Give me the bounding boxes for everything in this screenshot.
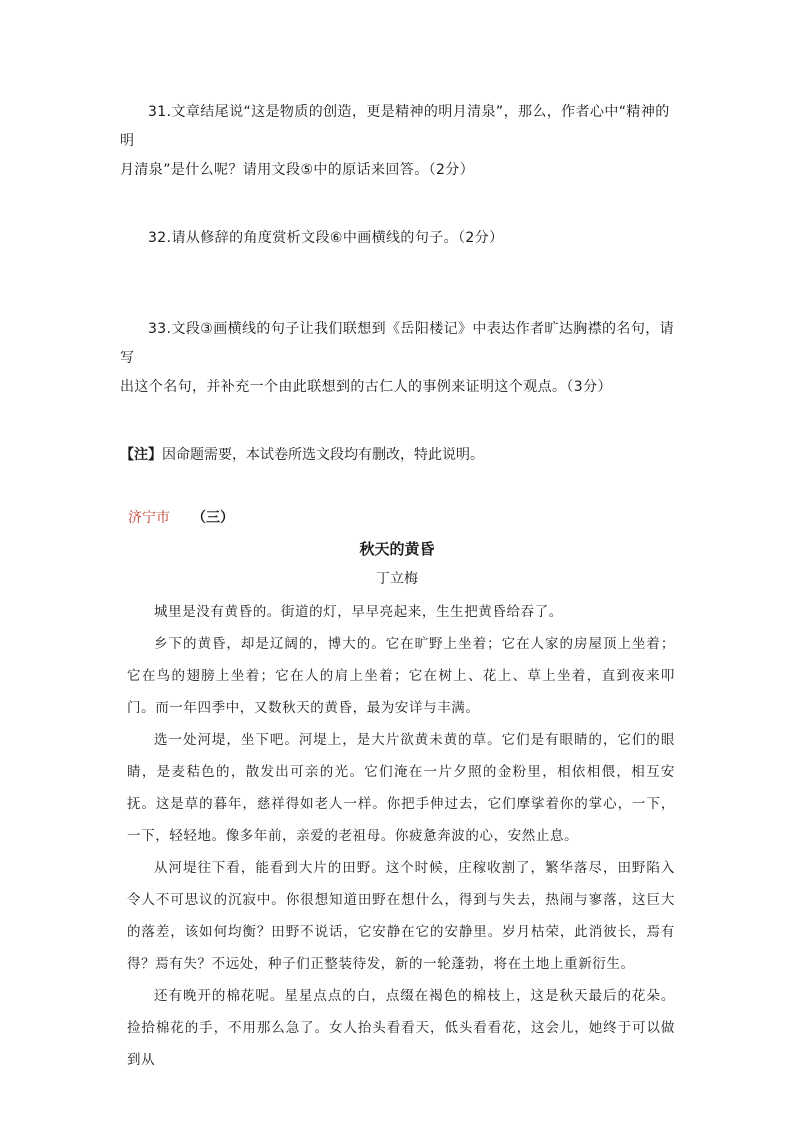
essay-title: 秋天的黄昏 — [359, 540, 435, 558]
essay-paragraph-3: 选一处河堤，坐下吧。河堤上，是大片欲黄未黄的草。它们是有眼睛的，它们的眼睛，是麦秸色的，散发出可亲的光。它们淹在一片夕照的金粉里，相依相偎，相互安抚。这是草的暮年，慈祥得如老人一样。你把手伸过去，它们摩挲着你的掌心，一下，一下，轻轻地。像多年前，亲爱的老祖母。你疲惫奔波的心，安然止息。 — [127, 732, 675, 844]
question-33-line1: 33.文段③画横线的句子让我们联想到《岳阳楼记》中表达作者旷达胸襟的名句，请写 — [120, 321, 675, 366]
question-31-line1: 31.文章结尾说“这是物质的创造，更是精神的明月清泉”，那么，作者心中“精神的明 — [120, 104, 670, 149]
essay-paragraph-2: 乡下的黄昏，却是辽阔的，博大的。它在旷野上坐着；它在人家的房屋顶上坐着；它在鸟的翅膀上坐着；它在人的肩上坐着；它在树上、花上、草上坐着，直到夜来叩门。而一年四季中，又数秋天的黄昏，最为安详与丰满。 — [127, 636, 675, 716]
question-33 — [120, 315, 680, 402]
editor-note — [120, 443, 484, 467]
essay-paragraph-4: 从河堤往下看，能看到大片的田野。这个时候，庄稼收割了，繁华落尽，田野陷入令人不可思议的沉寂中。你很想知道田野在想什么，得到与失去，热闹与寥落，这巨大的落差，该如何均衡？田野不说话，它安静在它的安静里。岁月枯荣，此消彼长，焉有得？焉有失？不远处，种子们正整装待发，新的一轮蓬勃，将在土地上重新衍生。 — [127, 860, 675, 972]
section-number: （三） — [192, 510, 234, 526]
note-bracket: 【注】 — [120, 447, 162, 463]
essay-paragraph-5: 还有晚开的棉花呢。星星点点的白，点缀在褐色的棉枝上，这是秋天最后的花朵。捡拾棉花的手，不用那么急了。女人抬头看看天，低头看看花，这会儿，她终于可以做到从 — [127, 988, 675, 1068]
question-32-line1: 32.请从修辞的角度赏析文段⑥中画横线的句子。（2分） — [148, 230, 504, 246]
section-heading — [128, 508, 234, 528]
question-32 — [120, 224, 680, 253]
note-text: 因命题需要，本试卷所选文段均有删改，特此说明。 — [162, 447, 484, 463]
city-label: 济宁市 — [128, 510, 170, 526]
essay-author: 丁立梅 — [376, 571, 418, 587]
question-31 — [120, 98, 680, 185]
question-31-line2: 月清泉”是什么呢？请用文段⑤中的原话来回答。（2分） — [120, 162, 475, 178]
question-33-line2: 出这个名句，并补充一个由此联想到的古仁人的事例来证明这个观点。（3分） — [120, 379, 612, 395]
essay-body — [127, 596, 675, 1076]
essay-paragraph-1: 城里是没有黄昏的。街道的灯，早早亮起来，生生把黄昏给吞了。 — [154, 604, 563, 620]
